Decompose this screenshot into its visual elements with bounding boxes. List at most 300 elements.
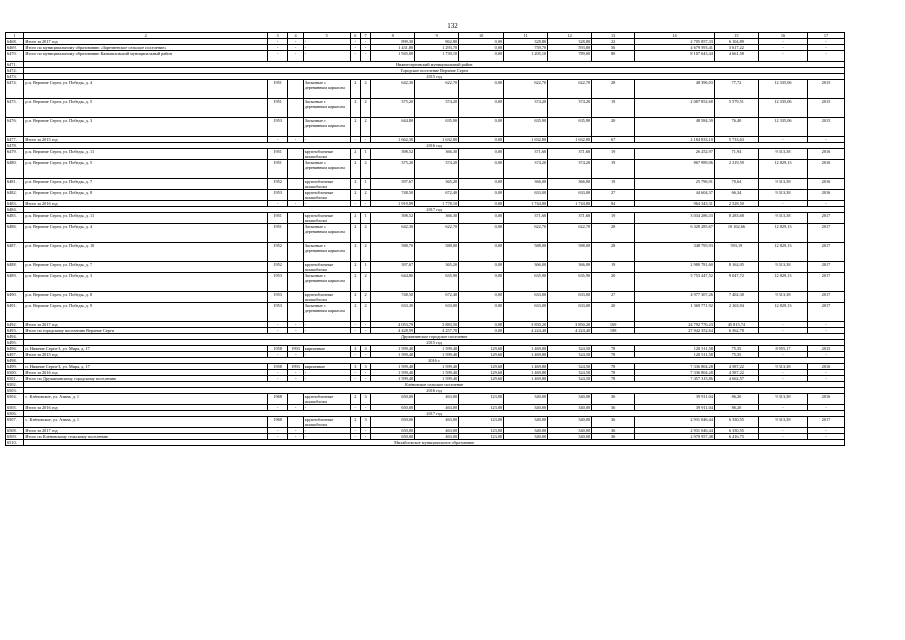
header-cell: 11 xyxy=(504,33,548,39)
table-cell: 123,00 xyxy=(459,405,504,411)
table-cell: 1953 xyxy=(267,292,287,303)
table-cell: 4 587,22 xyxy=(714,370,758,376)
table-cell: 1951 xyxy=(267,80,287,99)
table-cell xyxy=(288,179,303,190)
table-cell: 0,00 xyxy=(459,149,504,160)
table-cell: 12 829,13 xyxy=(758,303,807,322)
table-cell: 2017 xyxy=(808,224,845,243)
table-cell: 650,00 xyxy=(371,417,415,428)
table-cell: 1 469,80 xyxy=(504,346,548,352)
table-cell: 622,70 xyxy=(504,80,548,99)
table-cell: 44 604,37 xyxy=(635,190,715,201)
table-cell: 1 599,40 xyxy=(415,364,459,370)
table-cell: 622,70 xyxy=(548,224,592,243)
table-cell: 1958 xyxy=(267,346,287,352)
table-cell: 2 xyxy=(360,160,370,179)
table-cell: 759,70 xyxy=(504,45,548,51)
table-cell: - xyxy=(360,352,370,358)
section-heading: 2017 год xyxy=(24,411,845,417)
row-number: 6488. xyxy=(6,262,24,273)
table-cell: 789,00 xyxy=(548,51,592,62)
table-cell: 2 931 046,44 xyxy=(635,428,715,434)
table-cell: 366,00 xyxy=(548,179,592,190)
table-cell: 3 034 286,33 xyxy=(635,213,715,224)
table-cell: 0,00 xyxy=(459,262,504,273)
row-number: 6479. xyxy=(6,149,24,160)
row-number: 6482. xyxy=(6,190,24,201)
table-cell: 28 xyxy=(592,224,635,243)
table-row xyxy=(6,179,845,190)
table-cell: - xyxy=(288,328,303,334)
table-row xyxy=(6,243,845,262)
table-cell: 0,00 xyxy=(459,213,504,224)
table-cell: 2017 xyxy=(808,243,845,262)
table-cell: 4 977 307,26 xyxy=(635,292,715,303)
table-cell: 8 283,68 xyxy=(714,213,758,224)
table-cell: 2 087 852,68 xyxy=(635,99,715,118)
table-cell: 2016 xyxy=(808,160,845,179)
table-cell: 8 107 643,44 xyxy=(635,51,715,62)
row-number: 6503. xyxy=(6,388,24,394)
table-cell: 1 739,10 xyxy=(415,51,459,62)
table-cell: 644,80 xyxy=(371,273,415,292)
table-cell: 39 911,04 xyxy=(635,394,715,405)
table-cell: - xyxy=(303,328,350,334)
row-number: 6500. xyxy=(6,370,24,376)
table-cell: 1 599,40 xyxy=(371,376,415,382)
table-cell: - xyxy=(303,45,350,51)
table-cell: Засыпные с деревянным каркасом xyxy=(303,160,350,179)
table-cell: 0,00 xyxy=(459,179,504,190)
table-cell: - xyxy=(267,201,287,207)
table-cell: 2016 xyxy=(808,394,845,405)
row-number: 6508. xyxy=(6,428,24,434)
table-cell: 463,00 xyxy=(415,428,459,434)
row-number: 6494. xyxy=(6,334,24,340)
table-cell: - xyxy=(288,352,303,358)
table-cell: 398,52 xyxy=(371,213,415,224)
table-cell: р.п. Верхние Серги, ул. Победы, д. 11 xyxy=(24,149,268,160)
table-cell: 588,00 xyxy=(548,243,592,262)
table-cell: 24 792 776,23 xyxy=(635,322,715,328)
row-number: 6485. xyxy=(6,213,24,224)
table-cell: - xyxy=(288,322,303,328)
row-number: 6497. xyxy=(6,352,24,358)
table-cell: - xyxy=(303,51,350,62)
table-cell: - xyxy=(360,434,370,440)
table-cell: 2 xyxy=(350,262,360,273)
table-cell: 3 xyxy=(350,346,360,352)
table-cell: - xyxy=(303,322,350,328)
table-cell: 129,60 xyxy=(459,370,504,376)
table-cell: 672,40 xyxy=(415,190,459,201)
table-cell: 2 xyxy=(360,118,370,137)
row-number: 6481. xyxy=(6,179,24,190)
table-cell: - xyxy=(267,370,287,376)
section-heading: Нижнесергинский муниципальный район xyxy=(24,62,845,68)
table-cell: - xyxy=(808,428,845,434)
table-cell: - xyxy=(808,352,845,358)
table-cell: 3 883,50 xyxy=(415,322,459,328)
table-cell: 374,20 xyxy=(415,160,459,179)
table-cell: 1 469,80 xyxy=(504,370,548,376)
table-cell: 1 662,30 xyxy=(371,137,415,143)
table-cell: - xyxy=(350,328,360,334)
table-cell: 622,70 xyxy=(548,80,592,99)
table-cell: 2015 xyxy=(808,118,845,137)
table-cell: 748,50 xyxy=(371,190,415,201)
table-row xyxy=(6,213,845,224)
table-cell: 1951 xyxy=(267,224,287,243)
table-cell: с. Клёновское, ул. Азина, д. 1 xyxy=(24,394,268,405)
table-cell xyxy=(288,303,303,322)
table-cell: 374,20 xyxy=(548,160,592,179)
table-cell xyxy=(288,243,303,262)
row-number: 6473. xyxy=(6,74,24,80)
table-cell: 2 xyxy=(360,273,370,292)
table-cell: - xyxy=(267,137,287,143)
table-cell: 86,20 xyxy=(714,405,758,411)
table-cell: 120 511,58 xyxy=(635,346,715,352)
table-cell: Засыпные с деревянным каркасом xyxy=(303,99,350,118)
table-cell: 8 162,05 xyxy=(714,262,758,273)
header-cell: 4 xyxy=(288,33,303,39)
row-number: 6470. xyxy=(6,51,24,62)
table-cell xyxy=(288,394,303,405)
table-cell: 19 xyxy=(592,179,635,190)
table-cell: 340,00 xyxy=(548,434,592,440)
table-cell: с. Клёновское, ул. Азина, д. 1 xyxy=(24,417,268,428)
table-cell: р.п. Верхние Серги, ул. Победы, д. 5 xyxy=(24,99,268,118)
table-cell: 0,00 xyxy=(459,80,504,99)
table-cell: 2016 xyxy=(808,149,845,160)
table-cell: - xyxy=(808,322,845,328)
table-cell: 71,94 xyxy=(714,149,758,160)
table-cell: 2016 xyxy=(808,179,845,190)
table-cell: 1 919,89 xyxy=(371,201,415,207)
table-cell: 324,50 xyxy=(548,346,592,352)
table-cell: 4 679 593,41 xyxy=(635,45,715,51)
table-cell: 123,00 xyxy=(459,417,504,428)
table-cell: 633,00 xyxy=(548,190,592,201)
header-cell: 10 xyxy=(459,33,504,39)
row-number: 6483. xyxy=(6,201,24,207)
table-cell: 371,60 xyxy=(548,149,592,160)
table-cell: 27 xyxy=(592,292,635,303)
table-cell: - xyxy=(808,328,845,334)
table-cell: 366,00 xyxy=(548,262,592,273)
table-row xyxy=(6,292,845,303)
table-cell: - xyxy=(288,39,303,45)
table-cell: 2 xyxy=(350,118,360,137)
table-cell: 2017 xyxy=(808,213,845,224)
table-cell: Итого по муниципальному образованию Камышловский муниципальный район xyxy=(24,51,268,62)
table-cell: 6 562,78 xyxy=(714,328,758,334)
table-row xyxy=(6,80,845,99)
table-row xyxy=(6,190,845,201)
table-cell: 397,67 xyxy=(371,179,415,190)
table-cell: 12 829,13 xyxy=(758,273,807,292)
row-number: 6501. xyxy=(6,376,24,382)
row-number: 6478. xyxy=(6,143,24,149)
table-cell: 0,00 xyxy=(459,137,504,143)
table-cell: 340,00 xyxy=(548,428,592,434)
table-cell: 2015 xyxy=(808,99,845,118)
table-cell: 2 xyxy=(350,224,360,243)
table-cell: р.п. Верхние Серги, ул. Победы, д. 4 xyxy=(24,224,268,243)
table-cell: - xyxy=(758,434,807,440)
table-cell: 9 313,38 xyxy=(758,364,807,370)
table-cell: 3 xyxy=(360,346,370,352)
table-cell: 1951 xyxy=(267,149,287,160)
table-cell: Засыпные с деревянным каркасом xyxy=(303,243,350,262)
table-cell: 2 xyxy=(350,179,360,190)
table-cell: Итого за 2017 год xyxy=(24,39,268,45)
row-number: 6505. xyxy=(6,405,24,411)
table-cell: 2 970 957,48 xyxy=(635,434,715,440)
table-cell: 1 599,40 xyxy=(371,370,415,376)
table-cell: 366,00 xyxy=(504,179,548,190)
table-row xyxy=(6,273,845,292)
table-cell: - xyxy=(758,137,807,143)
table-cell: 4 224,40 xyxy=(504,328,548,334)
table-cell: - xyxy=(350,376,360,382)
table-cell: - xyxy=(758,328,807,334)
table-cell: 328,80 xyxy=(504,39,548,45)
table-cell: 12 335,06 xyxy=(758,99,807,118)
row-number: 6493. xyxy=(6,328,24,334)
table-cell: 1951 xyxy=(267,213,287,224)
table-cell: 2 980 781,60 xyxy=(635,262,715,273)
table-cell: 3 xyxy=(360,417,370,428)
table-cell: 67 xyxy=(592,137,635,143)
table-cell: 2 xyxy=(350,149,360,160)
table-cell: 324,50 xyxy=(548,370,592,376)
table-cell: 12 829,13 xyxy=(758,160,807,179)
table-cell: - xyxy=(288,376,303,382)
table-cell: 9 313,38 xyxy=(758,292,807,303)
table-cell: 635,90 xyxy=(548,118,592,137)
table-cell: крупноблочные шлакоблоки xyxy=(303,292,350,303)
table-cell: 2 931 046,44 xyxy=(635,417,715,428)
table-cell: 463,00 xyxy=(415,434,459,440)
table-cell: 2 xyxy=(360,190,370,201)
table-row xyxy=(6,303,845,322)
table-cell: 0,00 xyxy=(459,322,504,328)
table-cell: 75,35 xyxy=(714,352,758,358)
table-cell: - xyxy=(288,201,303,207)
table-cell: 78 xyxy=(592,346,635,352)
table-cell: - xyxy=(303,352,350,358)
table-cell: 2 xyxy=(350,80,360,99)
table-cell: - xyxy=(360,328,370,334)
table-row xyxy=(6,51,845,62)
table-cell: 3 850,20 xyxy=(504,322,548,328)
header-cell: 12 xyxy=(548,33,592,39)
table-cell: - xyxy=(758,39,807,45)
table-cell: - xyxy=(758,51,807,62)
table-cell: 1 xyxy=(360,262,370,273)
table-cell: - xyxy=(350,405,360,411)
table-cell: 1993 xyxy=(288,346,303,352)
table-cell: - xyxy=(267,376,287,382)
table-cell: Итого по городскому поселению Верхние Серги xyxy=(24,328,268,334)
table-cell: 10 162,66 xyxy=(714,224,758,243)
header-cell: 3 xyxy=(267,33,287,39)
table-cell: 20 xyxy=(592,118,635,137)
table-cell: 375,20 xyxy=(371,99,415,118)
table-cell: - xyxy=(303,370,350,376)
table-cell: 4 587,22 xyxy=(714,364,758,370)
table-cell: 1968 xyxy=(267,394,287,405)
table-cell: 36 xyxy=(592,394,635,405)
table-cell: 1953 xyxy=(267,190,287,201)
table-cell: 374,20 xyxy=(415,99,459,118)
table-cell: - xyxy=(360,405,370,411)
table-cell: - xyxy=(267,51,287,62)
table-cell: 340,00 xyxy=(504,405,548,411)
table-cell: 2 xyxy=(360,99,370,118)
row-number: 6474. xyxy=(6,80,24,99)
header-cell: 14 xyxy=(635,33,715,39)
table-cell: 374,20 xyxy=(504,160,548,179)
table-cell: 748,50 xyxy=(371,292,415,303)
table-cell: 2 xyxy=(350,190,360,201)
table-cell: 4 257,70 xyxy=(415,328,459,334)
row-number: 6469. xyxy=(6,45,24,51)
table-cell: 9 313,38 xyxy=(758,213,807,224)
table-cell: 2017 xyxy=(808,292,845,303)
table-cell: 22 xyxy=(592,39,635,45)
table-cell: 80 xyxy=(592,51,635,62)
table-cell: 463,00 xyxy=(415,417,459,428)
table-cell: 12 335,06 xyxy=(758,118,807,137)
table-cell: 2016 xyxy=(808,364,845,370)
header-cell: 5 xyxy=(303,33,350,39)
table-cell: 2 xyxy=(360,224,370,243)
table-cell: 0,00 xyxy=(459,273,504,292)
table-cell: 1 599,40 xyxy=(415,346,459,352)
table-cell: 1 369 771,92 xyxy=(635,303,715,322)
table-cell: 8 955,17 xyxy=(758,346,807,352)
table-cell: крупноблочные шлакоблоки xyxy=(303,190,350,201)
table-cell: 1 778,10 xyxy=(415,201,459,207)
table-cell: 463,00 xyxy=(415,394,459,405)
table-cell xyxy=(288,417,303,428)
table-cell: 9 313,38 xyxy=(758,394,807,405)
table-cell: 1952 xyxy=(267,179,287,190)
table-cell: 1 431,80 xyxy=(371,45,415,51)
table-cell: 1952 xyxy=(267,243,287,262)
table-cell: 6 330,55 xyxy=(714,428,758,434)
table-cell: р.п. Верхние Серги, ул. Победы, д. 8 xyxy=(24,292,268,303)
table-cell: 340,00 xyxy=(504,417,548,428)
table-cell: - xyxy=(360,201,370,207)
table-cell: 2 xyxy=(350,292,360,303)
table-cell: 5 733,63 xyxy=(714,137,758,143)
row-number: 6498. xyxy=(6,358,24,364)
table-cell: Итого за 2016 год xyxy=(24,370,268,376)
table-cell: 28 xyxy=(592,243,635,262)
table-cell: 1993 xyxy=(288,364,303,370)
table-cell: - xyxy=(758,376,807,382)
table-cell: 20 xyxy=(592,273,635,292)
header-cell: 9 xyxy=(415,33,459,39)
table-cell: 3 xyxy=(360,364,370,370)
table-cell: 672,40 xyxy=(415,292,459,303)
table-cell: 19 xyxy=(592,99,635,118)
table-cell: 9 047,72 xyxy=(714,273,758,292)
table-cell: 622,70 xyxy=(415,224,459,243)
table-cell: 7 336 804,28 xyxy=(635,364,715,370)
table-cell: 3 850,20 xyxy=(548,322,592,328)
table-cell: 7 336 804,28 xyxy=(635,370,715,376)
table-cell: р.п. Верхние Серги, ул. Победы, д. 8 xyxy=(24,190,268,201)
table-cell: Засыпные с деревянным каркасом xyxy=(303,224,350,243)
table-cell: крупноблочные шлакоблоки xyxy=(303,417,350,428)
table-cell: 4 224,40 xyxy=(548,328,592,334)
table-cell: Итого за 2016 год xyxy=(24,201,268,207)
table-cell: 371,60 xyxy=(504,149,548,160)
row-number: 6468. xyxy=(6,39,24,45)
table-cell: кирпичные xyxy=(303,364,350,370)
table-cell: 642,30 xyxy=(371,80,415,99)
table-cell xyxy=(288,292,303,303)
table-cell: - xyxy=(808,51,845,62)
table-cell: р.п. Верхние Серги, ул. Победы, д. 7 xyxy=(24,179,268,190)
page-number: 132 xyxy=(447,22,458,30)
table-cell: 48 584,39 xyxy=(635,118,715,137)
row-number: 6492. xyxy=(6,322,24,328)
table-row xyxy=(6,160,845,179)
table-cell: 3 xyxy=(360,394,370,405)
table-cell: 123,00 xyxy=(459,428,504,434)
table-cell: 1958 xyxy=(267,364,287,370)
table-cell: 633,00 xyxy=(548,292,592,303)
table-cell: - xyxy=(808,376,845,382)
table-cell: 2 xyxy=(350,213,360,224)
table-cell xyxy=(288,149,303,160)
table-cell: - xyxy=(360,39,370,45)
table-cell: 650,00 xyxy=(371,428,415,434)
table-cell: 25 796,91 xyxy=(635,179,715,190)
table-cell: 1 599,40 xyxy=(371,364,415,370)
table-cell: 0,00 xyxy=(459,224,504,243)
table-cell xyxy=(288,224,303,243)
table-cell: 2017 xyxy=(808,273,845,292)
table-cell: Итого за 2017 год xyxy=(24,428,268,434)
table-cell: 66,34 xyxy=(714,190,758,201)
table-cell: крупноблочные шлакоблоки xyxy=(303,179,350,190)
table-cell: 1953 xyxy=(267,118,287,137)
table-cell: - xyxy=(350,370,360,376)
table-cell: 463,00 xyxy=(415,405,459,411)
table-cell: 2 xyxy=(360,303,370,322)
table-cell: - xyxy=(808,201,845,207)
table-cell: 633,00 xyxy=(548,303,592,322)
table-cell: 650,00 xyxy=(371,434,415,440)
table-cell: - xyxy=(350,201,360,207)
table-cell: - xyxy=(360,137,370,143)
table-cell: 2 163,94 xyxy=(714,303,758,322)
table-cell: - xyxy=(360,322,370,328)
table-cell: 5 579,51 xyxy=(714,99,758,118)
table-cell: 1 469,80 xyxy=(504,352,548,358)
table-cell: Засыпные с деревянным каркасом xyxy=(303,80,350,99)
table-cell: - xyxy=(288,51,303,62)
row-number: 6510. xyxy=(6,440,24,446)
table-cell: 1953 xyxy=(267,303,287,322)
